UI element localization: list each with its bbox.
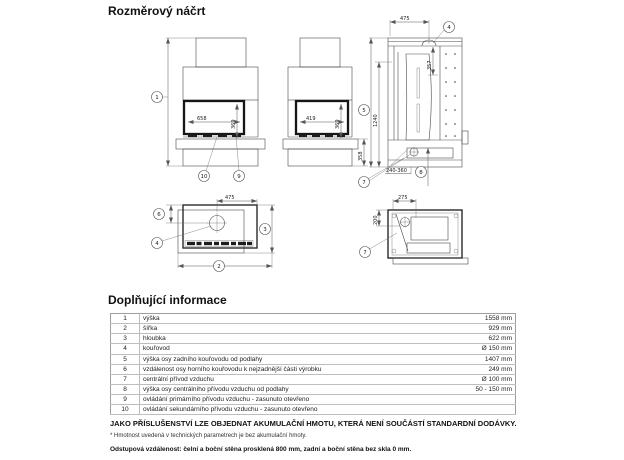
accessory-note: JAKO PŘÍSLUŠENSTVÍ LZE OBJEDNAT AKUMULAČNÍ HMOTU, KTERÁ NENÍ SOUČÁSTÍ STANDARDNÍ DODÁVKY.	[110, 419, 517, 428]
callout-height	[152, 92, 169, 103]
side-view-drawing	[359, 16, 469, 188]
callout-primary-air	[199, 137, 218, 182]
bottom-view-drawing	[360, 195, 469, 264]
svg-text:4: 4	[447, 25, 451, 31]
table-row	[111, 334, 516, 344]
row-number: 4	[111, 344, 140, 354]
row-value: 622 mm	[445, 334, 516, 344]
callout-depth	[260, 224, 271, 235]
svg-text:1: 1	[155, 95, 159, 101]
row-label: kouřovod	[140, 344, 446, 354]
svg-text:5: 5	[362, 108, 366, 114]
row-label: výška	[140, 314, 446, 324]
svg-text:7: 7	[362, 180, 366, 186]
dim-air-offset-y-label: 200	[373, 215, 379, 225]
callout-rear-flue-height	[359, 105, 370, 116]
row-value: 1558 mm	[445, 314, 516, 324]
top-view-drawing	[152, 195, 276, 272]
row-label: centrální přívod vzduchu	[140, 374, 446, 384]
svg-text:9: 9	[237, 174, 241, 180]
dim-side-door-width-label: 419	[306, 116, 316, 122]
dim-depth-to-flue-label: 475	[400, 16, 410, 22]
row-label: výška osy zadního kouřovodu od podlahy	[140, 354, 446, 364]
row-label: vzdálenost osy horního kouřovodu k nejzadnější části výrobku	[140, 364, 446, 374]
side-face-view-drawing	[283, 38, 368, 166]
callout-central-air-bottom	[360, 233, 398, 258]
row-number: 5	[111, 354, 140, 364]
callout-flue-top	[152, 226, 212, 249]
row-label: výška osy centrálního přívodu vzduchu od podlahy	[140, 384, 446, 394]
svg-text:8: 8	[419, 170, 423, 176]
front-view-drawing	[152, 38, 266, 182]
row-label: šířka	[140, 324, 446, 334]
table-row	[111, 344, 516, 354]
row-number: 3	[111, 334, 140, 344]
svg-text:2: 2	[217, 264, 221, 270]
table-row	[111, 395, 516, 405]
row-label: ovládání primárního přívodu vzduchu - zasunuto otevřeno	[140, 395, 446, 405]
row-label: hloubka	[140, 334, 446, 344]
row-number: 10	[111, 405, 140, 415]
svg-text:7: 7	[363, 250, 367, 256]
svg-text:3: 3	[263, 227, 267, 233]
callout-flue	[433, 22, 455, 44]
dim-door-height-label: 369	[231, 119, 237, 129]
row-value	[445, 395, 516, 405]
row-number: 9	[111, 395, 140, 405]
dim-plinth-height-label: 358	[358, 151, 364, 161]
row-value: 249 mm	[445, 364, 516, 374]
dim-flue-axis-offset-label: 357	[427, 60, 433, 70]
dim-top-depth-label: 475	[225, 195, 235, 201]
row-label: ovládání sekundárního přívodu vzduchu - zasunuto otevřeno	[140, 405, 446, 415]
weight-note: * Hmotnost uvedená v technických parametrech je bez akumulační hmoty.	[110, 433, 307, 439]
table-row	[111, 374, 516, 384]
table-row	[111, 354, 516, 364]
row-number: 6	[111, 364, 140, 374]
callout-flue-distance	[154, 209, 165, 220]
row-value: Ø 100 mm	[445, 374, 516, 384]
row-value: 929 mm	[445, 324, 516, 334]
svg-text:4: 4	[155, 241, 159, 247]
svg-text:10: 10	[200, 174, 208, 180]
additional-info-table	[110, 313, 516, 415]
row-value: 1407 mm	[445, 354, 516, 364]
info-section-title: Doplňující informace	[108, 293, 227, 307]
row-value: 50 - 150 mm	[445, 384, 516, 394]
row-number: 8	[111, 384, 140, 394]
table-row	[111, 364, 516, 374]
clearance-note: Odstupová vzdálenost: čelní a boční stěna prosklená 800 mm, zadní a boční stěna bez skla 0 mm.	[110, 446, 412, 453]
callout-width	[214, 261, 225, 272]
table-row	[111, 384, 516, 394]
table-row	[111, 314, 516, 324]
row-value: Ø 150 mm	[445, 344, 516, 354]
callout-secondary-air	[234, 137, 245, 182]
svg-text:6: 6	[157, 212, 161, 218]
dim-air-height-range-label: 240-360	[386, 168, 407, 174]
row-value	[445, 405, 516, 415]
page-title: Rozměrový náčrt	[108, 4, 206, 18]
row-number: 7	[111, 374, 140, 384]
callout-air-height	[416, 167, 427, 178]
table-row	[111, 324, 516, 334]
table-row	[111, 405, 516, 415]
row-number: 2	[111, 324, 140, 334]
row-number: 1	[111, 314, 140, 324]
dim-door-width-label: 658	[197, 116, 207, 122]
dim-air-offset-x-label: 275	[398, 195, 408, 201]
dim-body-height-label: 1240	[373, 114, 379, 127]
dim-side-door-height-label: 369	[335, 119, 341, 129]
